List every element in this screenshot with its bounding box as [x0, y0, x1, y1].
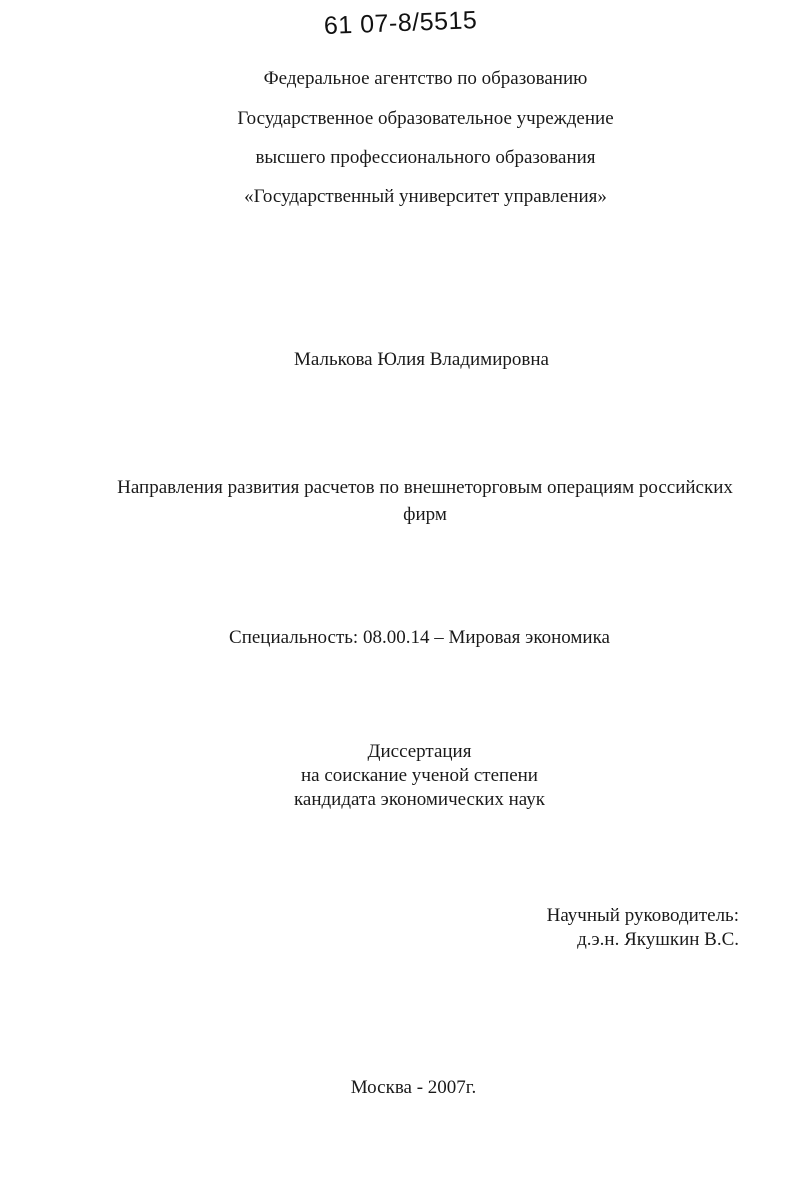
author-name: Малькова Юлия Владимировна	[294, 349, 549, 370]
advisor-block	[547, 904, 739, 952]
city-year: Москва - 2007г.	[350, 1077, 477, 1098]
title-line-1: Направления развития расчетов по внешнеторговым операциям российских	[117, 477, 733, 498]
dissertation-degree-block	[0, 740, 799, 812]
specialty: Специальность: 08.00.14 – Мировая экономика	[229, 627, 610, 648]
organization-line-education: высшего профессионального образования	[255, 147, 596, 168]
degree-line-2: на соискание ученой степени	[301, 765, 538, 786]
organization-line-university: «Государственный университет управления»	[244, 186, 607, 207]
advisor-name: д.э.н. Якушкин В.С.	[577, 929, 739, 950]
advisor-label: Научный руководитель:	[546, 905, 739, 926]
degree-line-3: кандидата экономических наук	[293, 789, 546, 810]
degree-line-1: Диссертация	[367, 741, 472, 762]
title-line-2: фирм	[403, 504, 447, 525]
dissertation-title	[100, 474, 750, 528]
archive-stamp-number: 61 07-8/5515	[323, 6, 478, 40]
organization-line-institution: Государственное образовательное учреждение	[237, 108, 614, 129]
organization-line-agency: Федеральное агентство по образованию	[263, 68, 588, 89]
